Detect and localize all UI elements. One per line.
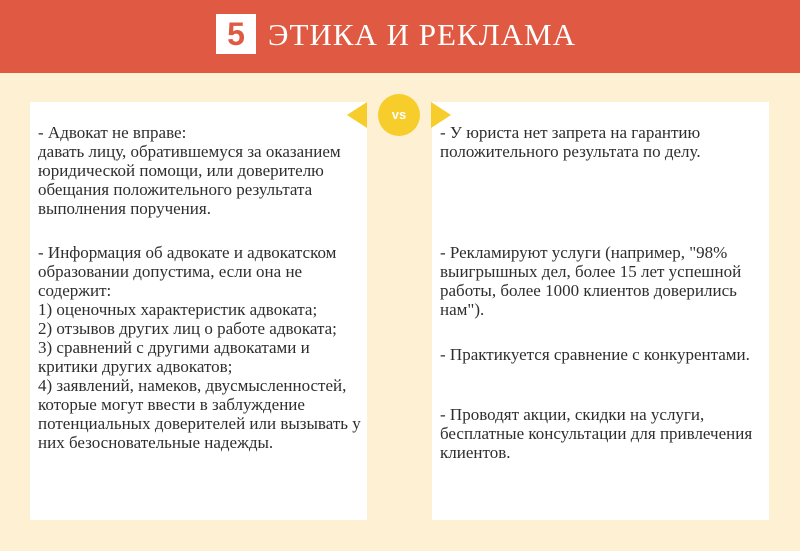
left-text-block-2: - Информация об адвокате и адвокатском образовании допустима, если она не содержит: 1) оценочных характеристик адвоката; 2) отзывов других лиц о работе адвоката; 3) сравнений с другими адвокатами и критики других адвокатов; 4) заявлений, намеков, двусмысленностей, которые могут ввести в заблуждение потенциальных доверителей или вызывать у них безосновательные надежды. (38, 243, 361, 452)
section-number: 5 (216, 14, 256, 54)
header-bar (0, 0, 800, 73)
right-text-block-3: - Практикуется сравнение с конкурентами. (440, 345, 750, 364)
left-card-advocate (30, 102, 367, 520)
vs-badge (347, 92, 451, 138)
page-title: ЭТИКА И РЕКЛАМА (268, 17, 576, 52)
vs-label: vs (391, 107, 407, 122)
right-text-block-4: - Проводят акции, скидки на услуги, бесплатные консультации для привлечения клиентов. (440, 405, 753, 462)
right-text-block-2: - Рекламируют услуги (например, "98% выигрышных дел, более 15 лет успешной работы, более 1000 клиентов доверились нам"). (440, 243, 742, 319)
right-text-block-1: - У юриста нет запрета на гарантию положительного результата по делу. (440, 123, 701, 161)
right-card-lawyer (432, 102, 769, 520)
left-text-block-1: - Адвокат не вправе: давать лицу, обратившемуся за оказанием юридической помощи, или доверителю обещания положительного результата выполнения поручения. (38, 123, 341, 218)
